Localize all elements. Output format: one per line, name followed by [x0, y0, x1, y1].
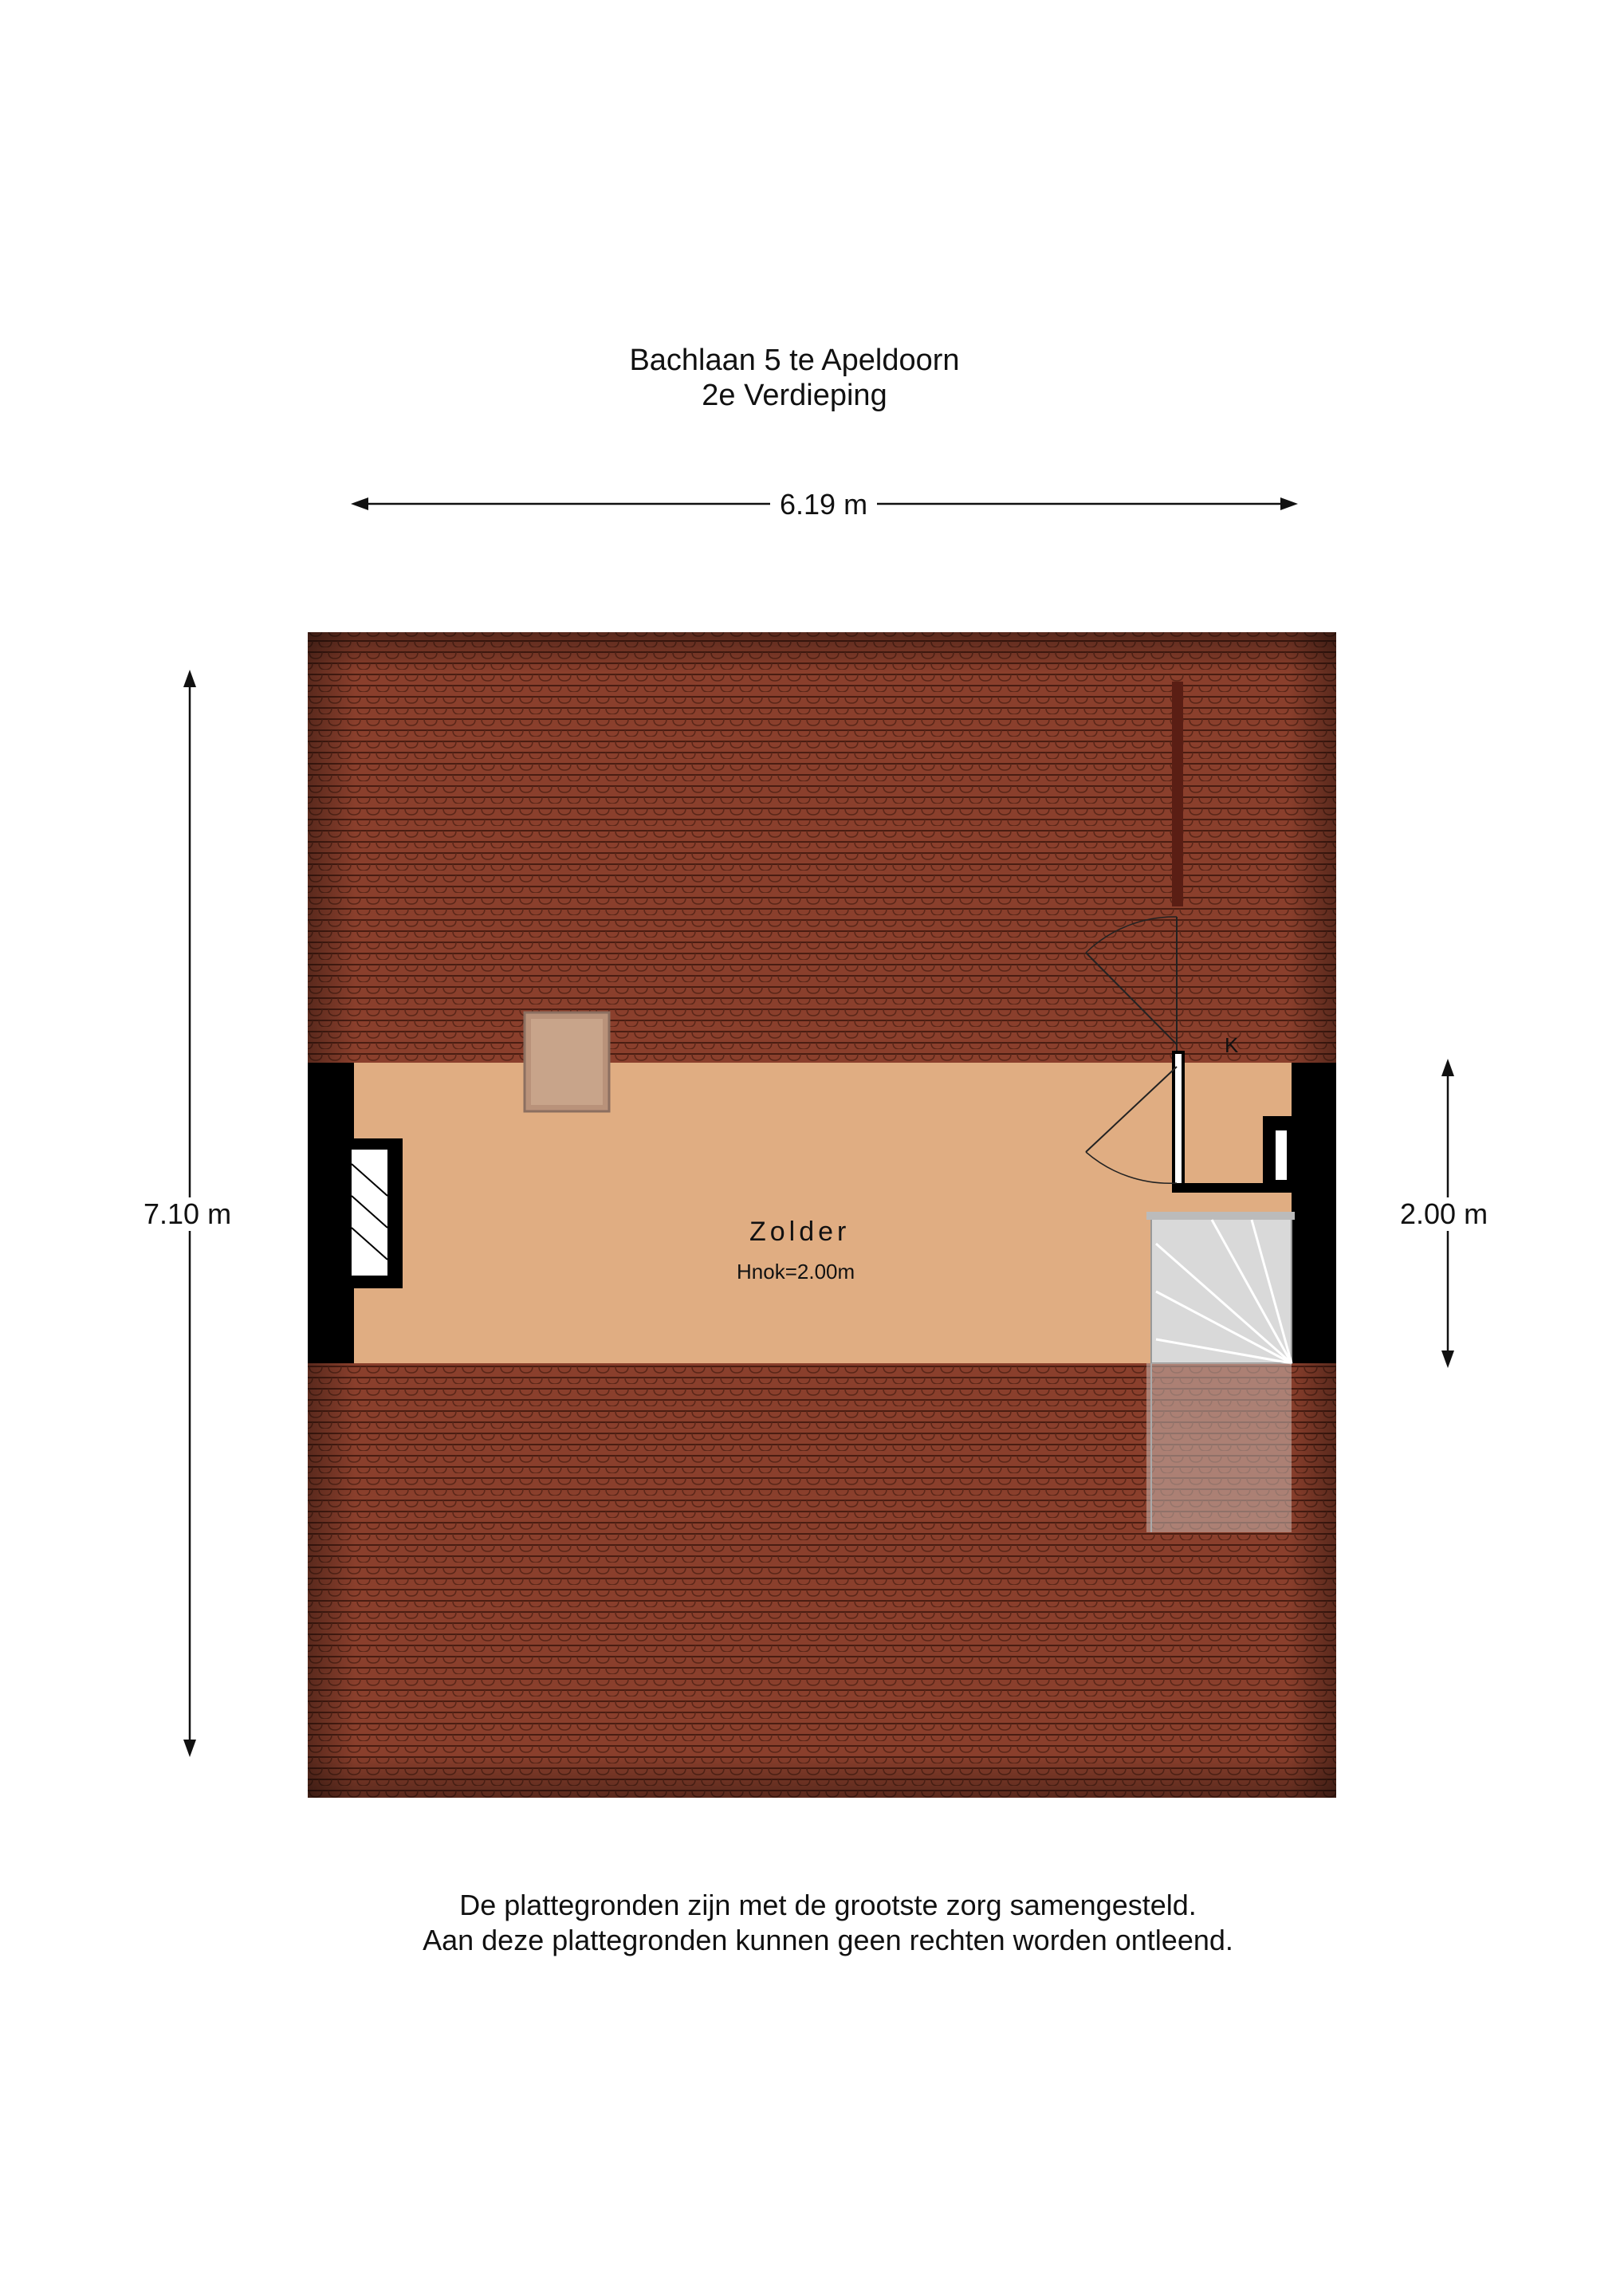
- room-ridge-height: Hnok=2.00m: [737, 1260, 855, 1284]
- width-dimension-label: 6.19 m: [770, 488, 877, 521]
- room-depth-dimension-label: 2.00 m: [1390, 1197, 1497, 1231]
- room-name: Zolder: [749, 1217, 851, 1247]
- plan-address: Bachlaan 5 te Apeldoorn: [629, 344, 960, 377]
- disclaimer-line-1: De plattegronden zijn met de grootste zorg samengesteld.: [459, 1889, 1197, 1921]
- disclaimer-line-2: Aan deze plattegronden kunnen geen rechten worden ontleend.: [423, 1924, 1233, 1956]
- plan-floor-label: 2e Verdieping: [702, 379, 887, 412]
- staircase: [1146, 1212, 1295, 1532]
- height-dimension-label: 7.10 m: [134, 1197, 241, 1231]
- chimney: [343, 1138, 403, 1288]
- right-wall: [1292, 1063, 1336, 1363]
- closet-label: K: [1225, 1033, 1239, 1057]
- skylight: [525, 1012, 609, 1111]
